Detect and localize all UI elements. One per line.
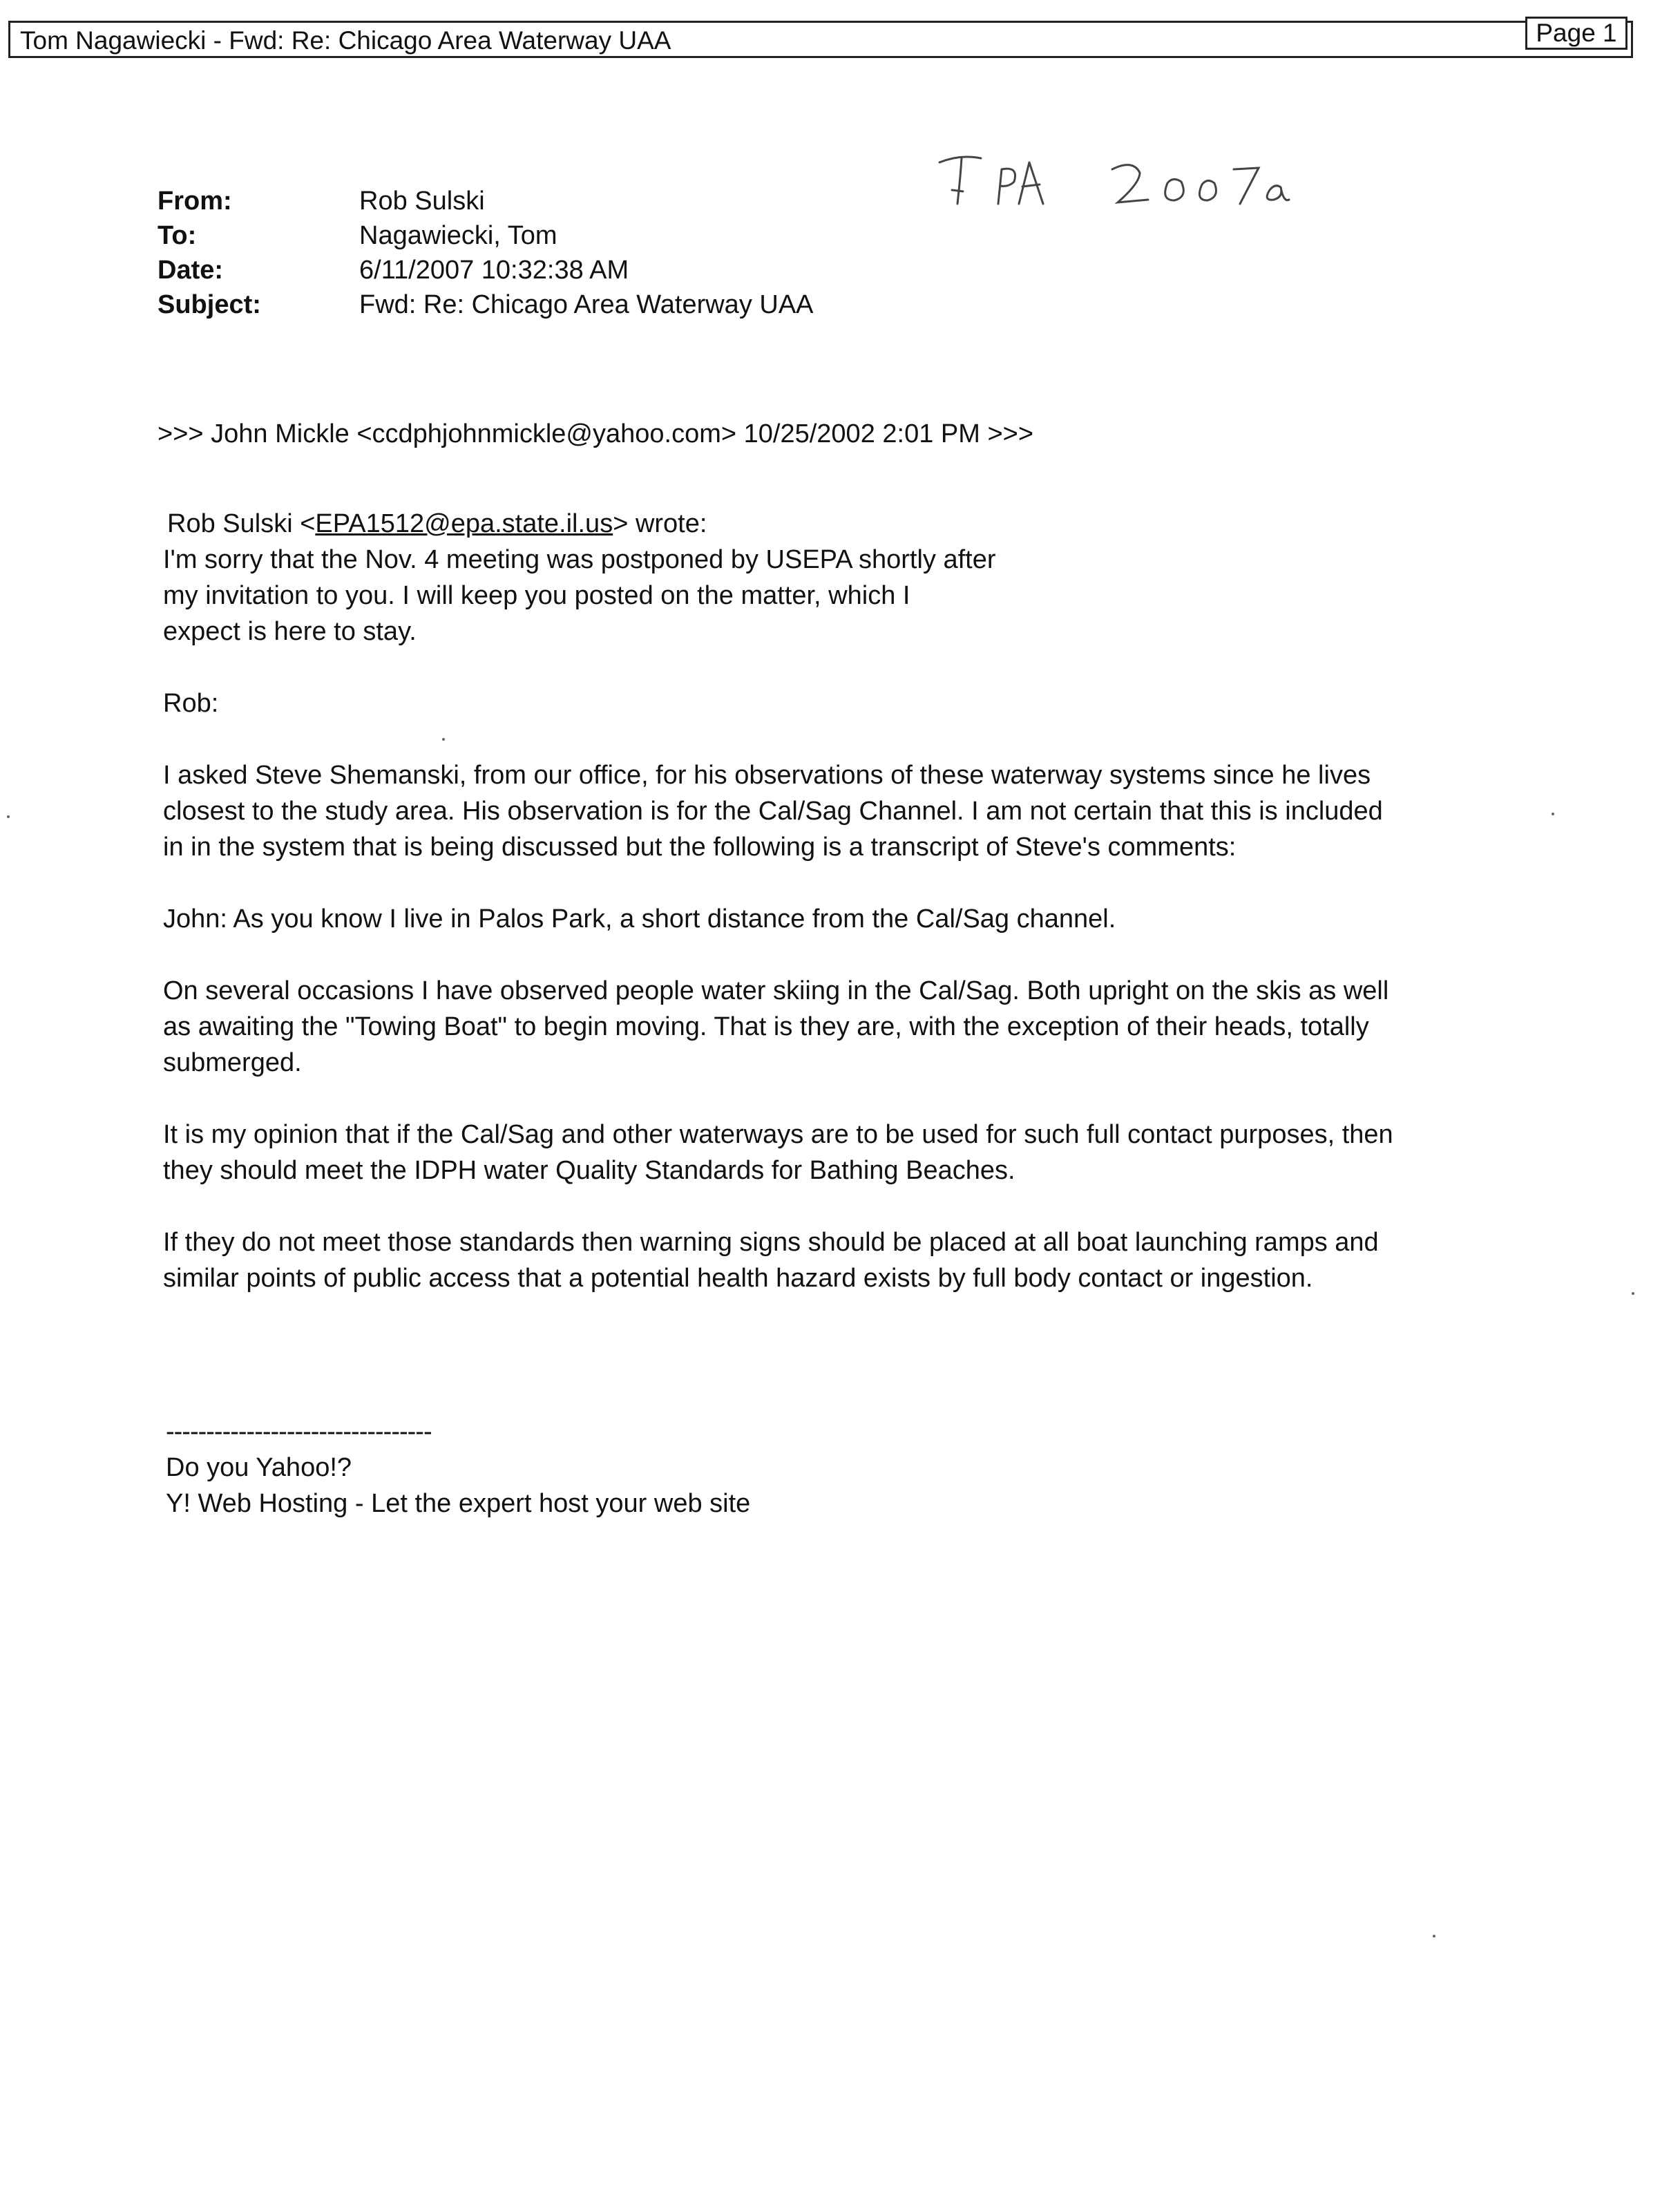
paragraph-line: similar points of public access that a potential health hazard exists by full body contact or ingestion. [163,1264,1313,1293]
quoted-line: expect is here to stay. [163,617,417,646]
quoted-intro-suffix: > wrote: [613,509,707,538]
signature-line: Do you Yahoo!? [166,1453,352,1482]
paragraph-line: they should meet the IDPH water Quality Standards for Bathing Beaches. [163,1156,1015,1185]
from-value: Rob Sulski [359,187,485,216]
to-label: To: [158,221,197,250]
quoted-intro [167,506,1558,542]
signature-line: Y! Web Hosting - Let the expert host your web site [166,1489,751,1518]
quoted-intro-prefix: Rob Sulski < [167,509,316,538]
date-value: 6/11/2007 10:32:38 AM [359,256,629,285]
subject-value: Fwd: Re: Chicago Area Waterway UAA [359,290,814,319]
quoted-line: my invitation to you. I will keep you posted on the matter, which I [163,581,910,610]
paragraph-line: I asked Steve Shemanski, from our office, for his observations of these waterway systems since he lives [163,761,1371,790]
quoted-email-link[interactable]: EPA1512@epa.state.il.us [315,509,613,538]
paragraph-line: It is my opinion that if the Cal/Sag and other waterways are to be used for such full contact purposes, then [163,1120,1393,1149]
date-row [158,253,1056,287]
subject-label: Subject: [158,290,261,319]
paragraph-line: On several occasions I have observed people water skiing in the Cal/Sag. Both upright on the skis as well [163,976,1389,1005]
paragraph-line: If they do not meet those standards then warning signs should be placed at all boat launching ramps and [163,1228,1379,1257]
scan-speck [1632,1292,1634,1295]
scan-speck [442,738,445,741]
quoted-line: I'm sorry that the Nov. 4 meeting was postponed by USEPA shortly after [163,545,996,574]
paragraph-line: submerged. [163,1048,302,1077]
email-body [158,416,1558,1296]
email-signature [166,1414,750,1522]
greeting: Rob: [163,689,219,718]
from-row [158,184,1056,218]
paragraph-line: John: As you know I live in Palos Park, a short distance from the Cal/Sag channel. [163,904,1116,934]
paragraph-line: in in the system that is being discussed but the following is a transcript of Steve's comments: [163,833,1237,862]
to-row [158,218,1056,253]
scan-speck [7,815,10,818]
paragraph-line: as awaiting the "Towing Boat" to begin moving. That is they are, with the exception of their heads, totally [163,1012,1369,1041]
scan-speck [1433,1935,1435,1937]
to-value: Nagawiecki, Tom [359,221,557,250]
page-header-title: Tom Nagawiecki - Fwd: Re: Chicago Area Waterway UAA [20,26,671,55]
from-label: From: [158,187,232,216]
paragraph-line: closest to the study area. His observation is for the Cal/Sag Channel. I am not certain that this is included [163,797,1383,826]
email-metadata [158,184,1056,322]
scan-speck [1552,813,1554,815]
page-number: Page 1 [1525,17,1628,50]
page-header [8,21,1633,58]
forward-line: >>> John Mickle <ccdphjohnmickle@yahoo.com> 10/25/2002 2:01 PM >>> [158,419,1034,448]
subject-row [158,287,1056,322]
signature-divider: --------------------------------- [166,1417,432,1446]
date-label: Date: [158,256,224,285]
